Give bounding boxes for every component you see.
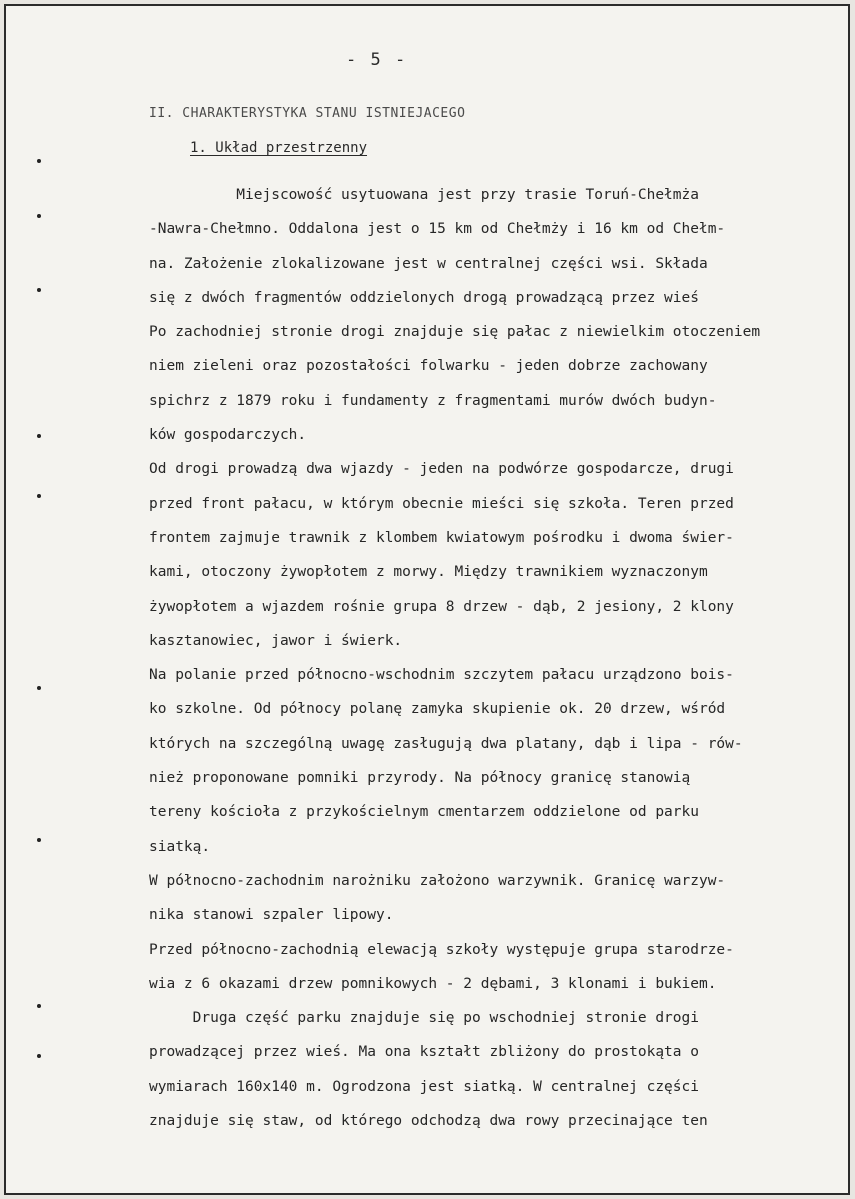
margin-dot bbox=[37, 686, 41, 690]
text-line: nież proponowane pomniki przyrody. Na północy granicę stanowią bbox=[149, 770, 691, 787]
text-line: Na polanie przed północno-wschodnim szczytem pałacu urządzono bois- bbox=[149, 667, 734, 684]
text-line: ko szkolne. Od północy polanę zamyka skupienie ok. 20 drzew, wśród bbox=[149, 701, 726, 718]
margin-dot bbox=[37, 494, 41, 498]
text-line: tereny kościoła z przykościelnym cmentarzem oddzielone od parku bbox=[149, 804, 699, 821]
text-line: żywopłotem a wjazdem rośnie grupa 8 drzew - dąb, 2 jesiony, 2 klony bbox=[149, 598, 734, 615]
text-line: Druga część parku znajduje się po wschodniej stronie drogi bbox=[149, 1010, 699, 1027]
section-heading: II. CHARAKTERYSTYKA STANU ISTNIEJACEGO bbox=[149, 106, 466, 121]
text-line: przed front pałacu, w którym obecnie mieści się szkoła. Teren przed bbox=[149, 495, 734, 512]
margin-dot bbox=[37, 159, 41, 163]
text-line: niem zieleni oraz pozostałości folwarku - jeden dobrze zachowany bbox=[149, 358, 708, 375]
text-line: spichrz z 1879 roku i fundamenty z fragmentami murów dwóch budyn- bbox=[149, 392, 717, 409]
margin-dot bbox=[37, 214, 41, 218]
text-line: znajduje się staw, od którego odchodzą dwa rowy przecinające ten bbox=[149, 1113, 708, 1130]
document-page bbox=[4, 4, 850, 1195]
margin-dot bbox=[37, 838, 41, 842]
text-line: wia z 6 okazami drzew pomnikowych - 2 dębami, 3 klonami i bukiem. bbox=[149, 975, 717, 992]
text-line: kasztanowiec, jawor i świerk. bbox=[149, 632, 403, 649]
subsection-heading: 1. Układ przestrzenny bbox=[190, 140, 368, 156]
margin-dot bbox=[37, 1004, 41, 1008]
text-line: się z dwóch fragmentów oddzielonych drogą prowadzącą przez wieś bbox=[149, 289, 699, 306]
text-line: których na szczególną uwagę zasługują dwa platany, dąb i lipa - rów- bbox=[149, 735, 743, 752]
body-text bbox=[149, 178, 849, 1138]
page-number: - 5 - bbox=[346, 50, 408, 70]
text-line: prowadzącej przez wieś. Ma ona kształt zbliżony do prostokąta o bbox=[149, 1044, 699, 1061]
margin-dot bbox=[37, 1054, 41, 1058]
text-line: frontem zajmuje trawnik z klombem kwiatowym pośrodku i dwoma świer- bbox=[149, 529, 734, 546]
text-line: kami, otoczony żywopłotem z morwy. Między trawnikiem wyznaczonym bbox=[149, 564, 708, 581]
text-line: wymiarach 160x140 m. Ogrodzona jest siatką. W centralnej części bbox=[149, 1078, 699, 1095]
text-line: Od drogi prowadzą dwa wjazdy - jeden na podwórze gospodarcze, drugi bbox=[149, 461, 734, 478]
text-line: Przed północno-zachodnią elewacją szkoły występuje grupa starodrze- bbox=[149, 941, 734, 958]
text-line: siatką. bbox=[149, 838, 211, 855]
text-line: Po zachodniej stronie drogi znajduje się pałac z niewielkim otoczeniem bbox=[149, 324, 761, 341]
text-line: ków gospodarczych. bbox=[149, 427, 307, 444]
text-line: na. Założenie zlokalizowane jest w centralnej części wsi. Składa bbox=[149, 255, 708, 272]
text-line: nika stanowi szpaler lipowy. bbox=[149, 907, 394, 924]
text-line: -Nawra-Chełmno. Oddalona jest o 15 km od Chełmży i 16 km od Chełm- bbox=[149, 221, 726, 238]
margin-dot bbox=[37, 434, 41, 438]
text-line: Miejscowość usytuowana jest przy trasie Toruń-Chełmża bbox=[149, 187, 699, 203]
text-line: W północno-zachodnim narożniku założono warzywnik. Granicę warzyw- bbox=[149, 872, 726, 889]
margin-dot bbox=[37, 288, 41, 292]
